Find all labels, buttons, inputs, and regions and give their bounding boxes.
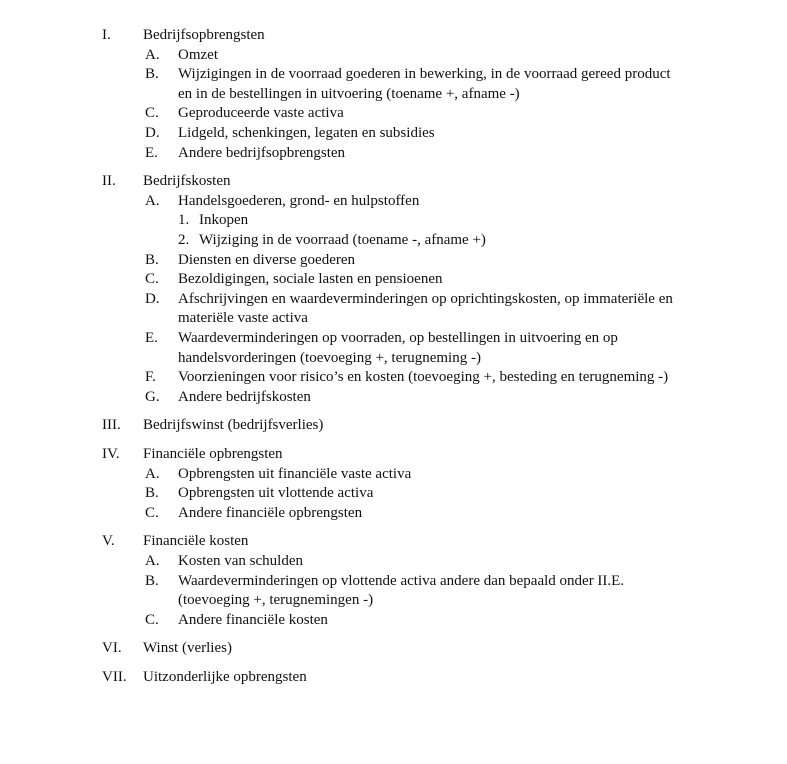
item-letter: A. xyxy=(145,192,160,209)
section-numeral: VI. xyxy=(102,640,122,657)
item-text: Diensten en diverse goederen xyxy=(178,251,356,268)
item-text: materiële vaste activa xyxy=(178,310,308,327)
item-letter: D. xyxy=(145,125,160,141)
item-letter: C. xyxy=(145,611,159,628)
subitem-number: 1. xyxy=(178,212,190,229)
item-letter: E. xyxy=(145,330,158,346)
item-letter: B. xyxy=(145,251,159,268)
section-title: Bedrijfskosten xyxy=(143,173,231,190)
item-text: Waardeverminderingen op vlottende activa andere dan bepaald onder II.E. xyxy=(178,572,625,589)
item-text: Bezoldigingen, sociale lasten en pensioenen xyxy=(178,271,443,288)
section-numeral: V. xyxy=(102,533,115,550)
item-text: Andere financiële opbrengsten xyxy=(178,504,363,521)
item-letter: A. xyxy=(145,465,160,482)
item-text: Lidgeld, schenkingen, legaten en subsidies xyxy=(178,125,435,141)
section-title: Financiële kosten xyxy=(143,533,249,550)
item-text: Opbrengsten uit financiële vaste activa xyxy=(178,465,412,482)
item-letter: C. xyxy=(145,271,159,288)
item-letter: A. xyxy=(145,46,160,63)
item-text: Voorzieningen voor risico’s en kosten (toevoeging +, besteding en terugneming -) xyxy=(178,369,669,386)
item-letter: G. xyxy=(145,388,160,405)
item-text: Andere bedrijfskosten xyxy=(178,388,311,405)
section-title: Bedrijfswinst (bedrijfsverlies) xyxy=(143,417,324,434)
item-text: Waardeverminderingen op voorraden, op bestellingen in uitvoering en op xyxy=(178,330,618,346)
item-text: Handelsgoederen, grond- en hulpstoffen xyxy=(178,192,420,209)
item-text: (toevoeging +, terugnemingen -) xyxy=(178,592,374,609)
section-title: Financiële opbrengsten xyxy=(143,446,283,462)
item-letter: B. xyxy=(145,66,159,83)
section-numeral: II. xyxy=(102,173,116,190)
item-letter: C. xyxy=(145,105,159,122)
section-title: Winst (verlies) xyxy=(143,640,232,657)
item-letter: F. xyxy=(145,369,156,386)
section-title: Uitzonderlijke opbrengsten xyxy=(143,669,307,685)
item-text: Andere financiële kosten xyxy=(178,611,328,628)
subitem-text: Wijziging in de voorraad (toename -, afname +) xyxy=(199,232,486,248)
item-text: Omzet xyxy=(178,46,218,63)
subitem-text: Inkopen xyxy=(199,212,249,229)
section-numeral: IV. xyxy=(102,446,120,462)
item-text: Geproduceerde vaste activa xyxy=(178,105,344,122)
item-letter: B. xyxy=(145,572,159,589)
item-letter: B. xyxy=(145,485,159,502)
item-text: en in de bestellingen in uitvoering (toename +, afname -) xyxy=(178,85,520,102)
item-text: Afschrijvingen en waardeverminderingen op oprichtingskosten, op immateriële en xyxy=(178,290,673,307)
item-letter: A. xyxy=(145,553,160,569)
item-text: Kosten van schulden xyxy=(178,553,303,569)
item-letter: E. xyxy=(145,144,158,161)
subitem-number: 2. xyxy=(178,232,190,248)
item-text: Opbrengsten uit vlottende activa xyxy=(178,485,374,502)
section-numeral: I. xyxy=(102,27,111,43)
item-letter: C. xyxy=(145,504,159,521)
item-letter: D. xyxy=(145,290,160,307)
item-text: Andere bedrijfsopbrengsten xyxy=(178,144,346,161)
section-numeral: VII. xyxy=(102,669,127,685)
item-text: handelsvorderingen (toevoeging +, terugneming -) xyxy=(178,349,481,366)
section-title: Bedrijfsopbrengsten xyxy=(143,27,265,43)
item-text: Wijzigingen in de voorraad goederen in bewerking, in de voorraad gereed product xyxy=(178,66,671,83)
section-numeral: III. xyxy=(102,417,121,434)
